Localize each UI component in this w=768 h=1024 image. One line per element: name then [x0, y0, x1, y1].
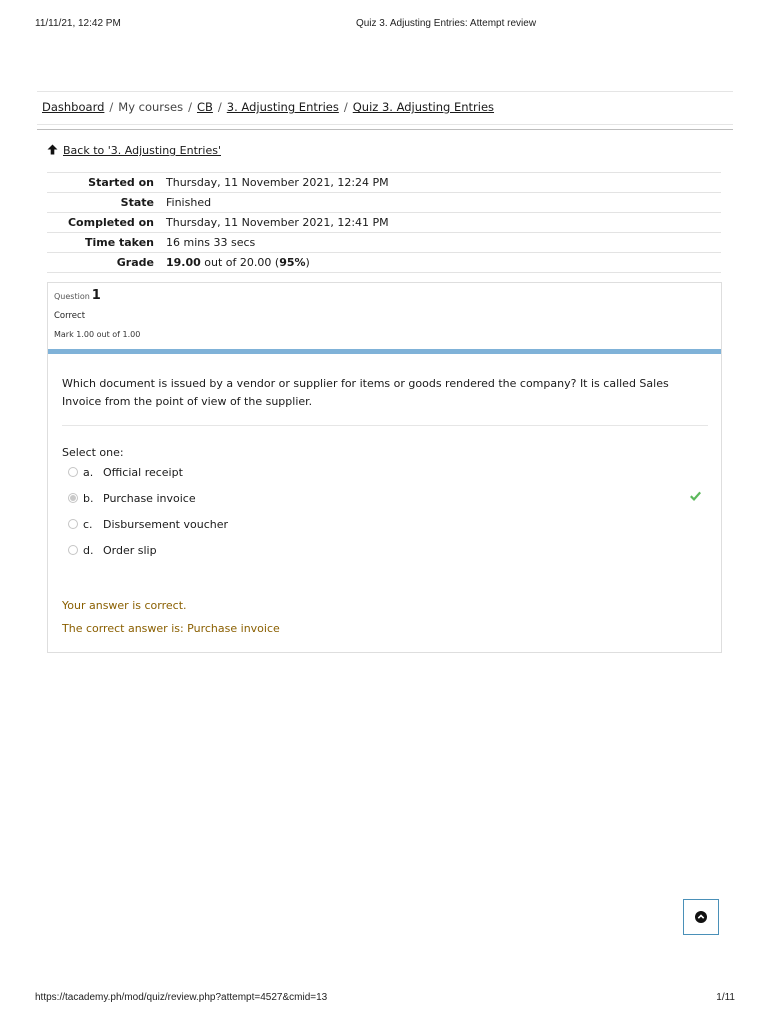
print-page-number: 1/11: [716, 992, 735, 1003]
answer-options: [68, 466, 708, 570]
breadcrumb-quiz[interactable]: Quiz 3. Adjusting Entries: [352, 100, 495, 114]
option-text: Purchase invoice: [103, 492, 196, 505]
option-letter: c.: [83, 518, 93, 531]
breadcrumb-separator: /: [188, 100, 192, 114]
print-url: https://tacademy.ph/mod/quiz/review.php?attempt=4527&cmid=13: [35, 992, 328, 1003]
breadcrumb-separator: /: [343, 100, 348, 114]
option-letter: b.: [83, 492, 94, 505]
question-number-label: Question: [54, 292, 90, 301]
summary-row: [47, 193, 721, 213]
answer-option-b[interactable]: [68, 492, 708, 518]
question-text: Which document is issued by a vendor or supplier for items or goods rendered the company? It is called Sales Invoice from the point of view of the supplier.: [62, 377, 669, 408]
breadcrumb-bar: [37, 91, 733, 125]
check-icon: [690, 490, 701, 504]
summary-label: Completed on: [67, 216, 154, 229]
radio-button[interactable]: [68, 467, 78, 477]
arrow-up-icon: [47, 144, 59, 158]
print-footer: [0, 992, 768, 1006]
breadcrumb-my-courses: My courses: [118, 100, 184, 114]
summary-value: 16 mins 33 secs: [166, 236, 256, 249]
summary-value: Thursday, 11 November 2021, 12:24 PM: [166, 176, 389, 189]
radio-button[interactable]: [68, 519, 78, 529]
question-info: [48, 283, 721, 354]
right-answer: The correct answer is: Purchase invoice: [62, 622, 280, 635]
question-state: Correct: [54, 311, 86, 321]
question-card: [47, 282, 722, 653]
answer-option-d[interactable]: [68, 544, 708, 570]
grade-value: 19.00 out of 20.00 (95%): [166, 256, 310, 269]
question-number-value: 1: [91, 288, 101, 303]
header-divider: [37, 129, 733, 130]
print-title: Quiz 3. Adjusting Entries: Attempt review: [355, 18, 537, 29]
attempt-summary-table: [47, 172, 721, 273]
summary-label: State: [120, 196, 154, 209]
breadcrumb-course-cb[interactable]: CB: [196, 100, 213, 114]
option-letter: d.: [83, 544, 94, 557]
option-text: Official receipt: [103, 466, 183, 479]
question-number: [54, 288, 101, 303]
summary-label: Time taken: [84, 236, 154, 249]
print-header: [0, 18, 768, 32]
question-mark: Mark 1.00 out of 1.00: [54, 330, 141, 339]
select-prompt: Select one:: [62, 446, 124, 459]
feedback-correct: Your answer is correct.: [62, 599, 187, 612]
grade-out-of: out of 20.00: [204, 256, 272, 269]
summary-value: Thursday, 11 November 2021, 12:41 PM: [166, 216, 389, 229]
breadcrumb-separator: /: [217, 100, 222, 114]
summary-row: [47, 213, 721, 233]
print-datetime: 11/11/21, 12:42 PM: [35, 18, 121, 29]
option-letter: a.: [83, 466, 94, 479]
grade-percent: 95%: [279, 256, 306, 269]
breadcrumb: [42, 100, 494, 114]
back-link[interactable]: Back to '3. Adjusting Entries': [63, 144, 221, 157]
question-divider: [62, 425, 708, 426]
back-to-section: [47, 144, 221, 158]
answer-option-a[interactable]: [68, 466, 708, 492]
grade-score: 19.00: [166, 256, 201, 269]
breadcrumb-separator: /: [109, 100, 114, 114]
summary-row: [47, 233, 721, 253]
answer-option-c[interactable]: [68, 518, 708, 544]
breadcrumb-dashboard[interactable]: Dashboard: [42, 100, 105, 114]
summary-label: Started on: [88, 176, 154, 189]
option-text: Disbursement voucher: [103, 518, 229, 531]
option-text: Order slip: [103, 544, 157, 557]
breadcrumb-section[interactable]: 3. Adjusting Entries: [226, 100, 339, 114]
radio-button-selected[interactable]: [68, 493, 78, 503]
grade-row: [47, 253, 721, 273]
summary-value: Finished: [166, 196, 212, 209]
chevron-up-circle-icon: [695, 911, 707, 923]
radio-button[interactable]: [68, 545, 78, 555]
scroll-to-top-button[interactable]: [683, 899, 719, 935]
summary-row: [47, 173, 721, 193]
grade-label: Grade: [116, 256, 154, 269]
